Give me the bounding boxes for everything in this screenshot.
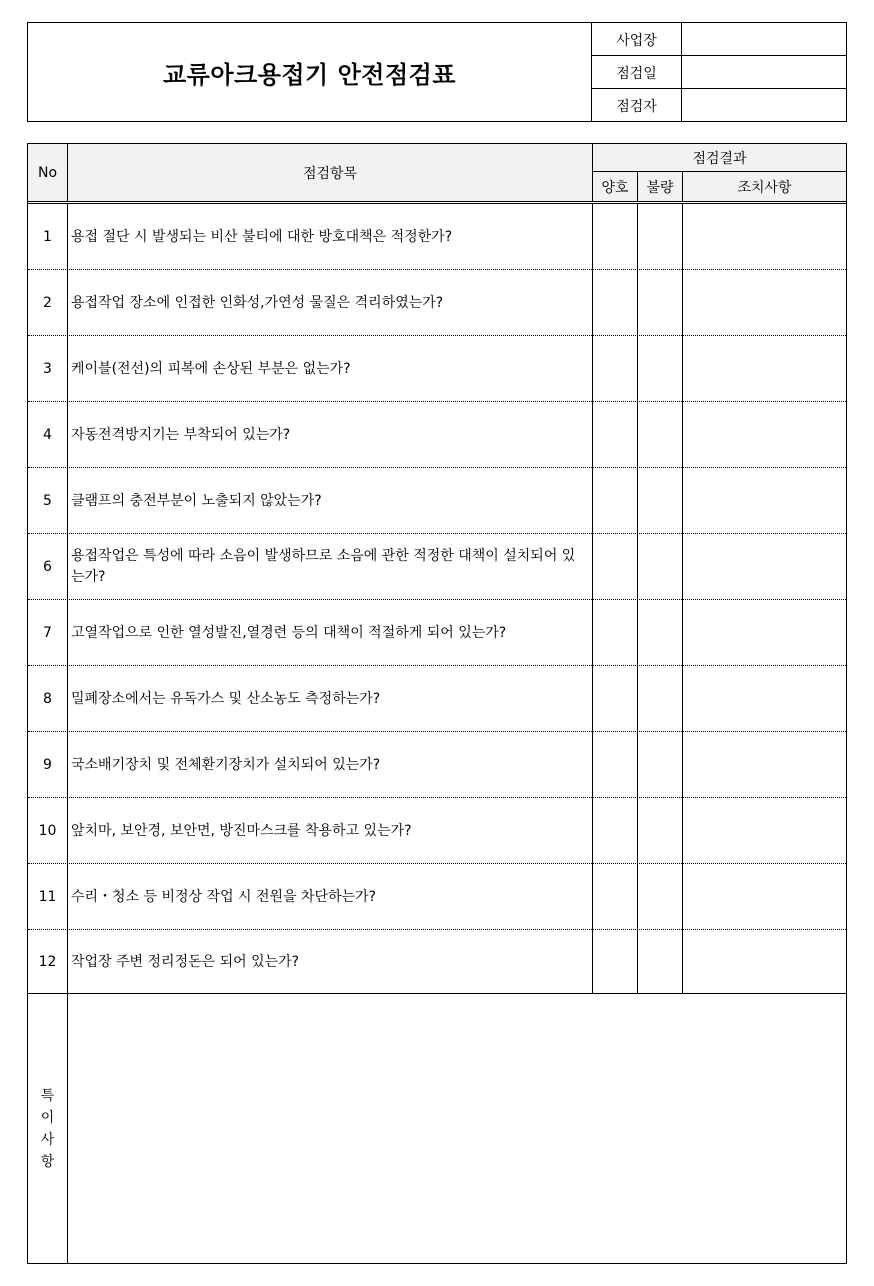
row-number: 4 [43,427,52,443]
row-good-cell[interactable] [593,402,637,468]
row-number: 6 [43,559,52,575]
column-header-item: 점검항목 [67,144,592,201]
field-value-site[interactable] [682,23,847,56]
row-good-cell[interactable] [593,798,637,864]
row-number: 12 [38,954,57,970]
row-action-cell[interactable] [683,732,846,798]
row-bad-cell[interactable] [638,732,682,798]
field-label-inspector: 점검자 [592,89,682,122]
row-bad-cell[interactable] [638,798,682,864]
row-action-cell[interactable] [683,204,846,270]
row-action-cell[interactable] [683,930,846,994]
field-label-site: 사업장 [592,23,682,56]
column-header-good: 양호 [592,172,637,201]
column-header-result-group: 점검결과 [592,144,846,172]
row-action-cell[interactable] [683,798,846,864]
remarks-label-char: 항 [40,1154,55,1170]
row-good-cell[interactable] [593,336,637,402]
row-good-cell[interactable] [593,270,637,336]
row-item-text: 용접작업 장소에 인접한 인화성,가연성 물질은 격리하였는가? [71,294,444,311]
row-bad-cell[interactable] [638,468,682,534]
checklist-table [27,143,847,1264]
row-good-cell[interactable] [593,534,637,600]
row-item-text: 용접작업은 특성에 따라 소음이 발생하므로 소음에 관한 적정한 대책이 설치되어 있는가? [71,548,576,585]
row-good-cell[interactable] [593,468,637,534]
row-bad-cell[interactable] [638,666,682,732]
row-bad-cell[interactable] [638,270,682,336]
row-action-cell[interactable] [683,468,846,534]
row-number: 10 [38,823,57,839]
row-number: 8 [43,691,52,707]
header-box [27,22,847,122]
row-bad-cell[interactable] [638,600,682,666]
row-action-cell[interactable] [683,534,846,600]
row-bad-cell[interactable] [638,204,682,270]
row-bad-cell[interactable] [638,534,682,600]
row-good-cell[interactable] [593,204,637,270]
row-number: 11 [38,889,57,905]
row-item-text: 용접 절단 시 발생되는 비산 불티에 대한 방호대책은 적정한가? [71,228,453,245]
row-item-text: 작업장 주변 정리정돈은 되어 있는가? [71,953,300,970]
row-number: 2 [43,295,52,311]
remarks-label-char: 특 [40,1088,55,1104]
field-value-date[interactable] [682,56,847,89]
row-action-cell[interactable] [683,666,846,732]
remarks-label-char: 이 [40,1110,55,1126]
row-bad-cell[interactable] [638,930,682,994]
row-item-text: 밀폐장소에서는 유독가스 및 산소농도 측정하는가? [71,690,381,707]
row-bad-cell[interactable] [638,402,682,468]
row-number: 7 [43,625,52,641]
remarks-label [28,994,67,1264]
row-item-text: 케이블(전선)의 피복에 손상된 부분은 없는가? [71,360,351,377]
row-bad-cell[interactable] [638,336,682,402]
column-header-no: No [28,144,67,201]
remarks-field[interactable] [68,994,846,1263]
row-action-cell[interactable] [683,336,846,402]
row-good-cell[interactable] [593,732,637,798]
row-good-cell[interactable] [593,864,637,930]
column-header-bad: 불량 [637,172,682,201]
row-good-cell[interactable] [593,930,637,994]
row-number: 9 [43,757,52,773]
row-bad-cell[interactable] [638,864,682,930]
field-label-date: 점검일 [592,56,682,89]
row-action-cell[interactable] [683,402,846,468]
row-item-text: 클램프의 충전부분이 노출되지 않았는가? [71,492,322,509]
row-number: 5 [43,493,52,509]
row-number: 3 [43,361,52,377]
row-item-text: 수리・청소 등 비정상 작업 시 전원을 차단하는가? [71,888,377,905]
field-value-inspector[interactable] [682,89,847,122]
row-number: 1 [43,229,52,245]
page-title: 교류아크용접기 안전점검표 [28,23,592,121]
row-item-text: 고열작업으로 인한 열성발진,열경련 등의 대책이 적절하게 되어 있는가? [71,624,507,641]
row-good-cell[interactable] [593,666,637,732]
remarks-label-char: 사 [40,1132,55,1148]
row-item-text: 앞치마, 보안경, 보안면, 방진마스크를 착용하고 있는가? [71,822,412,839]
row-action-cell[interactable] [683,864,846,930]
row-item-text: 국소배기장치 및 전체환기장치가 설치되어 있는가? [71,756,381,773]
row-action-cell[interactable] [683,600,846,666]
row-good-cell[interactable] [593,600,637,666]
row-action-cell[interactable] [683,270,846,336]
column-header-action: 조치사항 [682,172,846,201]
row-item-text: 자동전격방지기는 부착되어 있는가? [71,426,291,443]
